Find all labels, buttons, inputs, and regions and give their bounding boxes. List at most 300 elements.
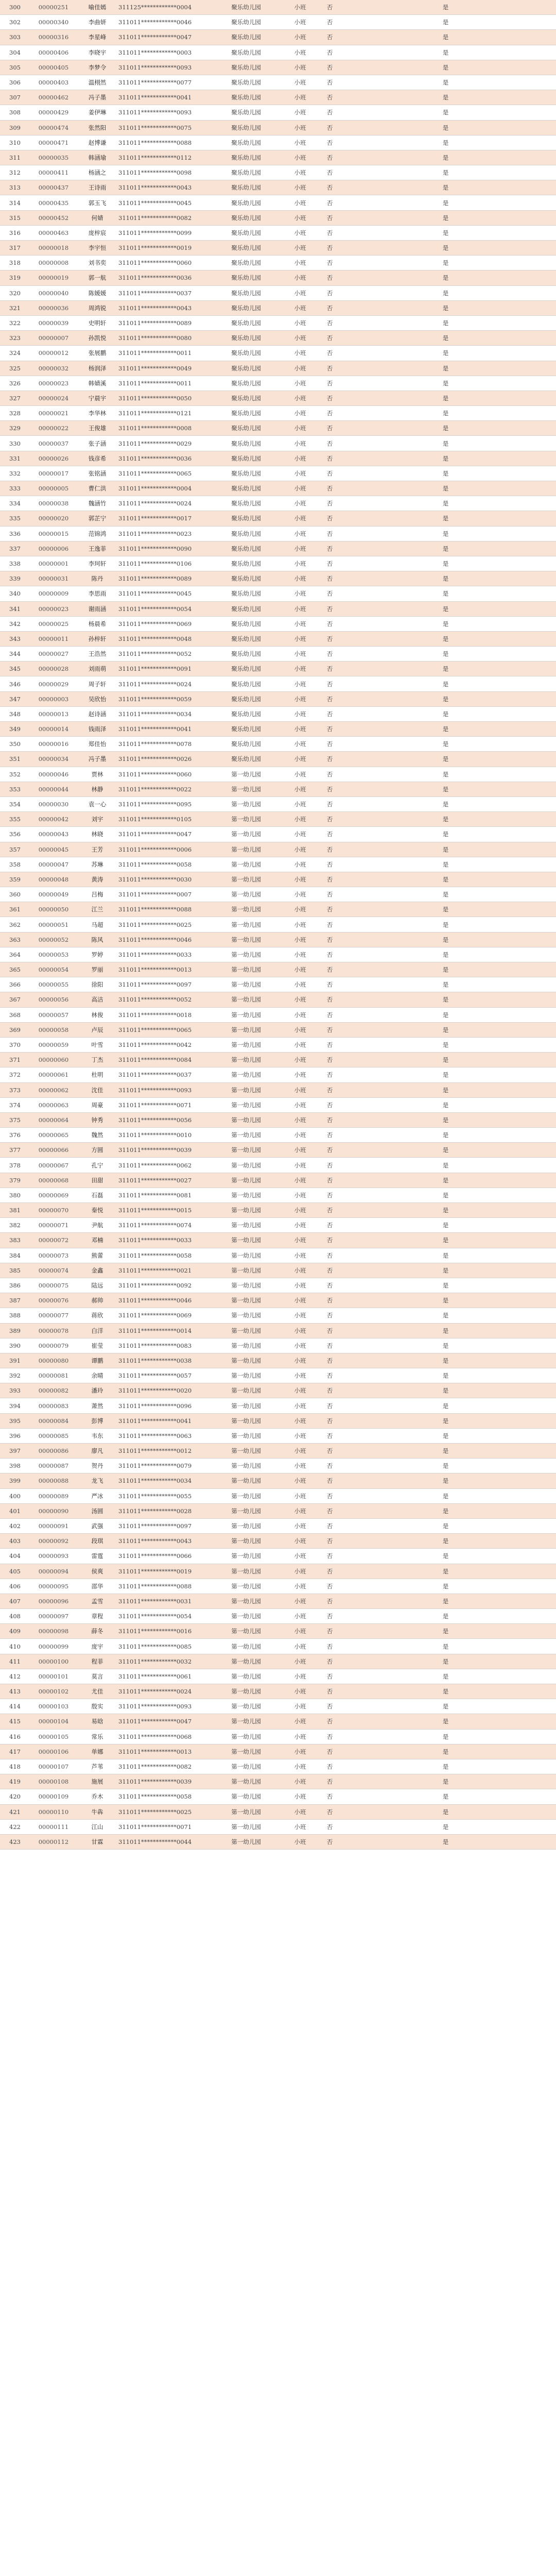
relative-name-2: [375, 225, 406, 240]
class-type: 小班: [285, 481, 316, 496]
school-name: 第一幼儿园: [207, 1549, 285, 1564]
id-number: 311011************0059: [117, 691, 207, 706]
relative-name: [344, 812, 375, 827]
status: 否: [316, 285, 344, 300]
class-type: 小班: [285, 1173, 316, 1188]
extra-note: [460, 1263, 556, 1278]
student-name: 江山: [77, 1819, 117, 1834]
relative-name: [344, 1549, 375, 1564]
status: 否: [316, 1233, 344, 1248]
id-number: 311011************0013: [117, 1744, 207, 1759]
relative-name: [344, 1564, 375, 1579]
extra-note: [460, 1383, 556, 1398]
student-name: 王芳: [77, 842, 117, 857]
relation-flag: [406, 180, 431, 195]
student-id: 00000016: [30, 737, 77, 752]
relation-flag: [406, 1654, 431, 1669]
extra-note: [460, 1624, 556, 1639]
eligibility: 是: [431, 45, 460, 60]
table-row: [0, 1579, 556, 1594]
status: 否: [316, 1067, 344, 1082]
row-index: 359: [0, 872, 30, 887]
relation-flag: [406, 962, 431, 977]
student-id: 00000076: [30, 1293, 77, 1308]
status: 否: [316, 256, 344, 270]
status: 否: [316, 1158, 344, 1173]
relative-name: [344, 1804, 375, 1819]
relation-flag: [406, 872, 431, 887]
id-number: 311011************0010: [117, 1128, 207, 1143]
student-name: 陈媛媛: [77, 285, 117, 300]
class-type: 小班: [285, 992, 316, 1007]
table-row: [0, 1203, 556, 1218]
id-number: 311011************0098: [117, 165, 207, 180]
school-name: 第一幼儿园: [207, 1233, 285, 1248]
id-number: 311011************0044: [117, 1834, 207, 1849]
table-row: [0, 421, 556, 436]
extra-note: [460, 1684, 556, 1699]
id-number: 311011************0007: [117, 887, 207, 902]
student-name: 林晓: [77, 827, 117, 842]
class-type: 小班: [285, 1082, 316, 1097]
relation-flag: [406, 496, 431, 511]
student-id: 00000042: [30, 812, 77, 827]
table-row: [0, 361, 556, 376]
student-id: 00000051: [30, 917, 77, 932]
extra-note: [460, 947, 556, 962]
relative-name-2: [375, 1293, 406, 1308]
student-id: 00000097: [30, 1609, 77, 1624]
student-id: 00000060: [30, 1053, 77, 1067]
relative-name-2: [375, 391, 406, 405]
relative-name: [344, 1203, 375, 1218]
relative-name: [344, 1834, 375, 1849]
class-type: 小班: [285, 1624, 316, 1639]
row-index: 402: [0, 1518, 30, 1533]
student-name: 殷实: [77, 1699, 117, 1714]
student-name: 李宇恒: [77, 241, 117, 256]
relation-flag: [406, 1819, 431, 1834]
relative-name-2: [375, 977, 406, 992]
extra-note: [460, 1112, 556, 1127]
student-name: 陈风: [77, 932, 117, 947]
relation-flag: [406, 451, 431, 466]
table-row: [0, 1353, 556, 1368]
relative-name-2: [375, 1218, 406, 1233]
status: 否: [316, 1278, 344, 1293]
school-name: 第一幼儿园: [207, 1308, 285, 1323]
class-type: 小班: [285, 391, 316, 405]
relation-flag: [406, 1082, 431, 1097]
row-index: 364: [0, 947, 30, 962]
status: 否: [316, 1037, 344, 1052]
relation-flag: [406, 1248, 431, 1263]
student-id: 00000088: [30, 1473, 77, 1488]
table-row: [0, 1534, 556, 1549]
extra-note: [460, 1473, 556, 1488]
student-name: 黄涛: [77, 872, 117, 887]
row-index: 330: [0, 436, 30, 451]
school-name: 聚乐幼儿园: [207, 270, 285, 285]
relative-name: [344, 691, 375, 706]
extra-note: [460, 812, 556, 827]
relative-name: [344, 406, 375, 421]
id-number: 311011************0058: [117, 1789, 207, 1804]
table-row: [0, 481, 556, 496]
id-number: 311011************0074: [117, 1218, 207, 1233]
relation-flag: [406, 120, 431, 135]
student-id: 00000316: [30, 30, 77, 45]
relative-name-2: [375, 1444, 406, 1459]
student-name: 萧然: [77, 1398, 117, 1413]
school-name: 第一幼儿园: [207, 1112, 285, 1127]
student-id: 00000429: [30, 105, 77, 120]
school-name: 第一幼儿园: [207, 1143, 285, 1158]
relative-name: [344, 1624, 375, 1639]
school-name: 聚乐幼儿园: [207, 436, 285, 451]
class-type: 小班: [285, 1383, 316, 1398]
id-number: 311011************0052: [117, 647, 207, 662]
table-row: [0, 150, 556, 165]
id-number: 311011************0088: [117, 1579, 207, 1594]
relative-name-2: [375, 616, 406, 631]
extra-note: [460, 466, 556, 481]
school-name: 第一幼儿园: [207, 1834, 285, 1849]
school-name: 聚乐幼儿园: [207, 75, 285, 90]
class-type: 小班: [285, 1564, 316, 1579]
status: 否: [316, 90, 344, 105]
class-type: 小班: [285, 60, 316, 75]
table-row: [0, 1188, 556, 1202]
extra-note: [460, 992, 556, 1007]
id-number: 311011************0097: [117, 1518, 207, 1533]
eligibility: 是: [431, 451, 460, 466]
status: 否: [316, 496, 344, 511]
status: 否: [316, 1263, 344, 1278]
id-number: 311011************0025: [117, 917, 207, 932]
status: 否: [316, 647, 344, 662]
class-type: 小班: [285, 1128, 316, 1143]
table-row: [0, 631, 556, 646]
id-number: 311011************0062: [117, 1158, 207, 1173]
class-type: 小班: [285, 1158, 316, 1173]
student-id: 00000112: [30, 1834, 77, 1849]
table-row: [0, 1624, 556, 1639]
table-row: [0, 1488, 556, 1503]
relative-name: [344, 1263, 375, 1278]
relative-name-2: [375, 647, 406, 662]
class-type: 小班: [285, 1774, 316, 1789]
eligibility: 是: [431, 1714, 460, 1729]
id-number: 311011************0006: [117, 842, 207, 857]
student-id: 00000063: [30, 1097, 77, 1112]
status: 否: [316, 1744, 344, 1759]
student-id: 00000435: [30, 195, 77, 210]
eligibility: 是: [431, 511, 460, 526]
table-row: [0, 1323, 556, 1338]
eligibility: 是: [431, 361, 460, 376]
table-row: [0, 511, 556, 526]
school-name: 第一幼儿园: [207, 1609, 285, 1624]
table-row: [0, 782, 556, 796]
student-name: 温栩然: [77, 75, 117, 90]
eligibility: 是: [431, 30, 460, 45]
student-id: 00000103: [30, 1699, 77, 1714]
eligibility: 是: [431, 466, 460, 481]
extra-note: [460, 1804, 556, 1819]
relative-name-2: [375, 842, 406, 857]
relation-flag: [406, 977, 431, 992]
class-type: 小班: [285, 827, 316, 842]
row-index: 387: [0, 1293, 30, 1308]
relative-name: [344, 120, 375, 135]
row-index: 334: [0, 496, 30, 511]
id-number: 311011************0052: [117, 992, 207, 1007]
table-row: [0, 1173, 556, 1188]
extra-note: [460, 436, 556, 451]
student-id: 00000027: [30, 647, 77, 662]
relation-flag: [406, 1714, 431, 1729]
eligibility: 是: [431, 331, 460, 346]
eligibility: 是: [431, 15, 460, 30]
class-type: 小班: [285, 1804, 316, 1819]
school-name: 聚乐幼儿园: [207, 647, 285, 662]
relative-name-2: [375, 285, 406, 300]
relative-name-2: [375, 120, 406, 135]
table-row: [0, 1067, 556, 1082]
eligibility: 是: [431, 737, 460, 752]
extra-note: [460, 1158, 556, 1173]
row-index: 382: [0, 1218, 30, 1233]
extra-note: [460, 1774, 556, 1789]
id-number: 311011************0048: [117, 631, 207, 646]
row-index: 349: [0, 722, 30, 737]
status: 否: [316, 406, 344, 421]
school-name: 聚乐幼儿园: [207, 722, 285, 737]
row-index: 399: [0, 1473, 30, 1488]
relation-flag: [406, 586, 431, 601]
student-name: 苏琳: [77, 857, 117, 872]
class-type: 小班: [285, 1503, 316, 1518]
table-row: [0, 1218, 556, 1233]
eligibility: 是: [431, 857, 460, 872]
class-type: 小班: [285, 210, 316, 225]
table-row: [0, 60, 556, 75]
extra-note: [460, 1413, 556, 1428]
table-row: [0, 1248, 556, 1263]
row-index: 368: [0, 1007, 30, 1022]
relative-name-2: [375, 270, 406, 285]
id-number: 311011************0071: [117, 1097, 207, 1112]
class-type: 小班: [285, 857, 316, 872]
class-type: 小班: [285, 150, 316, 165]
eligibility: 是: [431, 1744, 460, 1759]
student-id: 00000066: [30, 1143, 77, 1158]
relative-name-2: [375, 1549, 406, 1564]
school-name: 聚乐幼儿园: [207, 135, 285, 150]
extra-note: [460, 722, 556, 737]
relative-name: [344, 1609, 375, 1624]
eligibility: 是: [431, 722, 460, 737]
id-number: 311011************0105: [117, 812, 207, 827]
relative-name: [344, 722, 375, 737]
student-name: 孙凯悦: [77, 331, 117, 346]
class-type: 小班: [285, 752, 316, 767]
status: 否: [316, 1413, 344, 1428]
relation-flag: [406, 361, 431, 376]
class-type: 小班: [285, 1714, 316, 1729]
row-index: 418: [0, 1759, 30, 1774]
school-name: 第一幼儿园: [207, 1639, 285, 1654]
id-number: 311011************0021: [117, 1263, 207, 1278]
school-name: 第一幼儿园: [207, 1594, 285, 1608]
relative-name-2: [375, 1353, 406, 1368]
student-id: 00000019: [30, 270, 77, 285]
relative-name: [344, 1323, 375, 1338]
school-name: 聚乐幼儿园: [207, 391, 285, 405]
relation-flag: [406, 1594, 431, 1608]
relative-name-2: [375, 782, 406, 796]
id-number: 311011************0093: [117, 1082, 207, 1097]
extra-note: [460, 195, 556, 210]
row-index: 363: [0, 932, 30, 947]
relation-flag: [406, 1549, 431, 1564]
eligibility: 是: [431, 1323, 460, 1338]
class-type: 小班: [285, 616, 316, 631]
school-name: 第一幼儿园: [207, 1789, 285, 1804]
eligibility: 是: [431, 767, 460, 782]
table-row: [0, 165, 556, 180]
student-id: 00000096: [30, 1594, 77, 1608]
id-number: 311011************0045: [117, 586, 207, 601]
class-type: 小班: [285, 1699, 316, 1714]
student-name: 杨涵之: [77, 165, 117, 180]
relative-name: [344, 300, 375, 315]
status: 否: [316, 346, 344, 361]
school-name: 第一幼儿园: [207, 1248, 285, 1263]
school-name: 第一幼儿园: [207, 1338, 285, 1353]
table-row: [0, 75, 556, 90]
relative-name: [344, 706, 375, 721]
row-index: 396: [0, 1428, 30, 1443]
student-name: 邵华: [77, 1579, 117, 1594]
student-id: 00000405: [30, 60, 77, 75]
student-name: 芦苇: [77, 1759, 117, 1774]
table-row: [0, 406, 556, 421]
relation-flag: [406, 706, 431, 721]
relative-name: [344, 1218, 375, 1233]
row-index: 407: [0, 1594, 30, 1608]
id-number: 311011************0066: [117, 1549, 207, 1564]
id-number: 311011************0060: [117, 256, 207, 270]
relative-name: [344, 1684, 375, 1699]
school-name: 第一幼儿园: [207, 1684, 285, 1699]
student-id: 00000012: [30, 346, 77, 361]
table-row: [0, 436, 556, 451]
status: 否: [316, 436, 344, 451]
relative-name: [344, 1112, 375, 1127]
class-type: 小班: [285, 75, 316, 90]
relative-name-2: [375, 256, 406, 270]
extra-note: [460, 270, 556, 285]
relative-name: [344, 150, 375, 165]
school-name: 聚乐幼儿园: [207, 466, 285, 481]
student-name: 李华林: [77, 406, 117, 421]
eligibility: 是: [431, 601, 460, 616]
row-index: 340: [0, 586, 30, 601]
relative-name-2: [375, 1158, 406, 1173]
row-index: 316: [0, 225, 30, 240]
status: 否: [316, 691, 344, 706]
eligibility: 是: [431, 105, 460, 120]
relation-flag: [406, 90, 431, 105]
relation-flag: [406, 391, 431, 405]
table-row: [0, 1007, 556, 1022]
student-name: 魏涵竹: [77, 496, 117, 511]
id-number: 311011************0047: [117, 30, 207, 45]
student-name: 方圆: [77, 1143, 117, 1158]
id-number: 311011************0047: [117, 1714, 207, 1729]
eligibility: 是: [431, 1488, 460, 1503]
class-type: 小班: [285, 1203, 316, 1218]
id-number: 311011************0043: [117, 180, 207, 195]
status: 否: [316, 45, 344, 60]
student-name: 卢辰: [77, 1022, 117, 1037]
relative-name-2: [375, 376, 406, 391]
class-type: 小班: [285, 331, 316, 346]
table-row: [0, 1729, 556, 1744]
table-row: [0, 1022, 556, 1037]
class-type: 小班: [285, 1413, 316, 1428]
relation-flag: [406, 1007, 431, 1022]
row-index: 377: [0, 1143, 30, 1158]
table-row: [0, 556, 556, 571]
extra-note: [460, 346, 556, 361]
relation-flag: [406, 1233, 431, 1248]
status: 否: [316, 1338, 344, 1353]
relative-name-2: [375, 1037, 406, 1052]
student-id: 00000403: [30, 75, 77, 90]
status: 否: [316, 1579, 344, 1594]
school-name: 聚乐幼儿园: [207, 105, 285, 120]
relative-name: [344, 1233, 375, 1248]
relative-name-2: [375, 752, 406, 767]
relative-name-2: [375, 827, 406, 842]
extra-note: [460, 1082, 556, 1097]
row-index: 375: [0, 1112, 30, 1127]
school-name: 第一幼儿园: [207, 1158, 285, 1173]
class-type: 小班: [285, 315, 316, 330]
relative-name-2: [375, 571, 406, 586]
relative-name: [344, 1654, 375, 1669]
school-name: 第一幼儿园: [207, 782, 285, 796]
id-number: 311011************0063: [117, 1428, 207, 1443]
relative-name: [344, 165, 375, 180]
relative-name-2: [375, 165, 406, 180]
student-id: 00000021: [30, 406, 77, 421]
table-row: [0, 1308, 556, 1323]
class-type: 小班: [285, 782, 316, 796]
class-type: 小班: [285, 842, 316, 857]
table-row: [0, 676, 556, 691]
class-type: 小班: [285, 571, 316, 586]
student-id: 00000068: [30, 1173, 77, 1188]
student-name: 张铭涵: [77, 466, 117, 481]
id-number: 311011************0081: [117, 1188, 207, 1202]
table-row: [0, 887, 556, 902]
relation-flag: [406, 481, 431, 496]
status: 否: [316, 872, 344, 887]
